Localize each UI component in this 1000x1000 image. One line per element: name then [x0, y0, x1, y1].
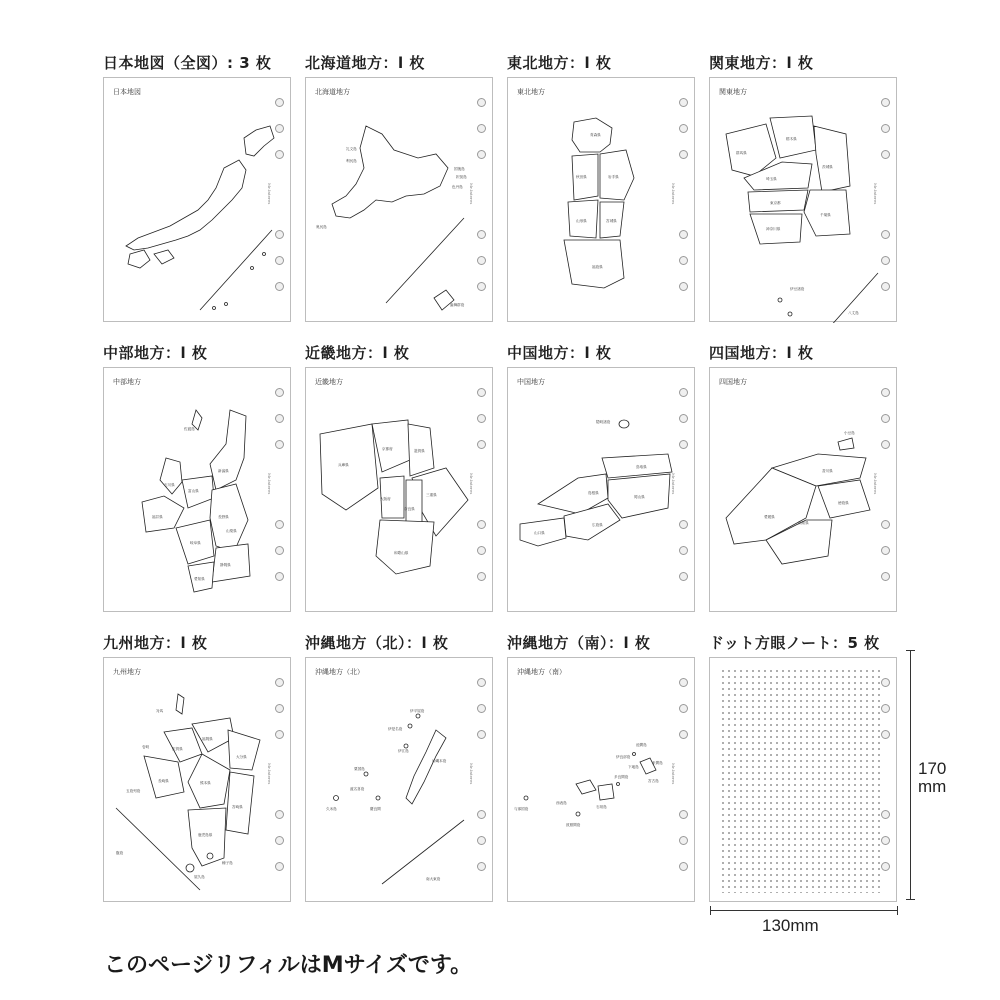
- label-saitama: 埼玉県: [766, 177, 777, 181]
- label-ie: 伊江島: [398, 749, 409, 753]
- label-okinawa-honto: 沖縄本島: [432, 759, 447, 763]
- label-yamanashi: 山梨県: [226, 529, 237, 533]
- label-tokushima: 徳島県: [838, 501, 849, 505]
- label-oita: 大分県: [236, 755, 247, 759]
- binder-holes: [881, 388, 891, 588]
- refill-page: [103, 367, 291, 612]
- cell-title: 日本地図（全図）: 3 枚: [103, 54, 272, 72]
- label-kumamoto: 熊本県: [200, 781, 211, 785]
- label-shizuoka: 静岡県: [220, 563, 231, 567]
- binder-holes: [679, 388, 689, 588]
- label-osaka: 大阪府: [380, 497, 391, 501]
- label-yonaguni: 与那国島: [514, 807, 529, 811]
- label-tottori: 鳥取県: [636, 465, 647, 469]
- cell-title: 中部地方：l 枚: [103, 344, 208, 362]
- binder-holes: [477, 678, 487, 878]
- label-nara: 奈良県: [404, 507, 415, 511]
- label-hateruma: 波照間島: [566, 823, 581, 827]
- label-habomai: 歯舞群島: [450, 303, 465, 307]
- label-hiroshima: 広島県: [592, 523, 603, 527]
- refill-page: [103, 657, 291, 902]
- brand-mark: Mr.Interes: [469, 183, 474, 205]
- kyushu-map: [104, 658, 292, 903]
- binder-holes: [275, 388, 285, 588]
- refill-page: [507, 367, 695, 612]
- brand-mark: Mr.Interes: [267, 183, 272, 205]
- label-shiga: 滋賀県: [414, 449, 425, 453]
- hokkaido-map: [306, 78, 494, 323]
- label-hachijo: 八丈島: [848, 311, 859, 315]
- japan-map: [104, 78, 292, 323]
- cell-title: 近畿地方：l 枚: [305, 344, 410, 362]
- refill-page: [507, 657, 695, 902]
- refill-page: [507, 77, 695, 322]
- label-izena: 伊是名島: [388, 727, 403, 731]
- label-toyama: 富山県: [188, 489, 199, 493]
- binder-holes: [275, 98, 285, 298]
- label-tochigi: 栃木県: [786, 137, 797, 141]
- label-shikotan: 色丹島: [452, 185, 463, 189]
- label-kagawa: 香川県: [822, 469, 833, 473]
- refill-page: [305, 367, 493, 612]
- label-sado: 佐渡島: [184, 427, 195, 431]
- cell-title: 四国地方：l 枚: [709, 344, 814, 362]
- brand-mark: Mr.Interes: [671, 183, 676, 205]
- height-dimension-marker: [906, 650, 916, 900]
- okinawa-north-map: [306, 658, 494, 903]
- label-fukui: 福井県: [152, 515, 163, 519]
- label-rebun: 礼文島: [346, 147, 357, 151]
- label-tanegashima: 種子島: [222, 861, 233, 865]
- label-ikema: 池間島: [636, 743, 647, 747]
- label-gunma: 群馬県: [736, 151, 747, 155]
- width-dimension-label: 130mm: [762, 916, 819, 935]
- page-label: 近畿地方: [315, 378, 343, 386]
- binder-holes: [881, 98, 891, 298]
- binder-holes: [679, 98, 689, 298]
- label-yakushima: 屋久島: [194, 875, 205, 879]
- chubu-map: [104, 368, 292, 613]
- label-goto: 五島列島: [126, 789, 141, 793]
- label-oki: 隠岐諸島: [596, 420, 611, 424]
- label-hyogo: 兵庫県: [338, 463, 349, 467]
- cell-title: 中国地方：l 枚: [507, 344, 612, 362]
- label-mie: 三重県: [426, 493, 437, 497]
- brand-mark: Mr.Interes: [267, 473, 272, 495]
- cell-title: 東北地方：l 枚: [507, 54, 612, 72]
- label-nagano: 長野県: [218, 515, 229, 519]
- page-label: 中国地方: [517, 378, 545, 386]
- cell-title: ドット方眼ノート：5 枚: [709, 634, 880, 652]
- label-gifu: 岐阜県: [190, 541, 201, 545]
- label-ishigaki: 石垣島: [596, 805, 607, 809]
- label-rishiri: 利尻島: [346, 159, 357, 163]
- label-miyako: 宮古島: [648, 779, 659, 783]
- label-izu: 伊豆諸島: [790, 287, 805, 291]
- label-minamidaito: 南大東島: [426, 877, 441, 881]
- label-okayama: 岡山県: [634, 495, 645, 499]
- label-kurima: 来間島: [652, 761, 663, 765]
- label-aichi: 愛知県: [194, 577, 205, 581]
- shikoku-map: [710, 368, 898, 613]
- binder-holes: [477, 388, 487, 588]
- refill-page: [709, 77, 897, 322]
- label-wakayama: 和歌山県: [394, 551, 409, 555]
- cell-title: 沖縄地方（南）：l 枚: [507, 634, 651, 652]
- binder-holes: [679, 678, 689, 878]
- page-label: 四国地方: [719, 378, 747, 386]
- label-kagoshima: 鹿児島県: [198, 833, 213, 837]
- page-label: 日本地図: [113, 88, 141, 96]
- binder-holes: [881, 678, 891, 878]
- cell-title: 北海道地方：l 枚: [305, 54, 425, 72]
- label-shimane: 島根県: [588, 491, 599, 495]
- label-fukushima: 福島県: [592, 265, 603, 269]
- label-akita: 秋田県: [576, 175, 587, 179]
- label-miyagi: 宮城県: [606, 219, 617, 223]
- page-label: 九州地方: [113, 668, 141, 676]
- cell-title: 沖縄地方（北）：l 枚: [305, 634, 449, 652]
- kanto-map: [710, 78, 898, 323]
- label-kochi: 高知県: [798, 521, 809, 525]
- cell-title: 関東地方：l 枚: [709, 54, 814, 72]
- label-ehime: 愛媛県: [764, 515, 775, 519]
- binder-holes: [275, 678, 285, 878]
- label-shodoshima: 小豆島: [844, 431, 855, 435]
- label-fukuoka: 福岡県: [202, 737, 213, 741]
- label-ishikawa: 石川県: [164, 483, 175, 487]
- label-aomori: 青森県: [590, 133, 601, 137]
- brand-mark: Mr.Interes: [469, 473, 474, 495]
- page-label: 沖縄地方（北）: [315, 668, 364, 676]
- height-dimension-label: 170 mm: [918, 759, 947, 796]
- cell-title: 九州地方：l 枚: [103, 634, 208, 652]
- label-niigata: 新潟県: [218, 469, 229, 473]
- label-irabu: 伊良部島: [616, 755, 631, 759]
- binder-holes: [477, 98, 487, 298]
- brand-mark: Mr.Interes: [873, 183, 878, 205]
- brand-mark: Mr.Interes: [671, 473, 676, 495]
- brand-mark: Mr.Interes: [873, 473, 878, 495]
- footer-caption: このページリフィルはMサイズです。: [104, 953, 473, 978]
- label-yamagata: 山形県: [576, 219, 587, 223]
- refill-page: [709, 657, 897, 902]
- label-aguni: 粟国島: [354, 767, 365, 771]
- label-iwate: 岩手県: [608, 175, 619, 179]
- label-okushiri: 奥尻島: [316, 225, 327, 229]
- label-nagasaki: 長崎県: [158, 779, 169, 783]
- label-shimoji: 下地島: [628, 765, 639, 769]
- label-iki: 壱岐: [142, 745, 150, 749]
- label-yamaguchi: 山口県: [534, 531, 545, 535]
- label-iheya: 伊平屋島: [410, 709, 425, 713]
- width-dimension-marker: [710, 906, 898, 916]
- label-tsushima: 対馬: [156, 709, 164, 713]
- refill-page: [305, 657, 493, 902]
- page-label: 中部地方: [113, 378, 141, 386]
- label-miyazaki: 宮崎県: [232, 805, 243, 809]
- brand-mark: Mr.Interes: [267, 763, 272, 785]
- page-label: 関東地方: [719, 88, 747, 96]
- label-etorofu: 択捉島: [456, 175, 467, 179]
- refill-page: [709, 367, 897, 612]
- label-kerama: 慶良間: [370, 807, 381, 811]
- label-kunashiri: 国後島: [454, 167, 465, 171]
- label-tonaki: 渡名喜島: [350, 787, 365, 791]
- label-kanagawa: 神奈川県: [766, 227, 781, 231]
- okinawa-south-map: [508, 658, 696, 903]
- refill-page: [305, 77, 493, 322]
- label-saga: 佐賀県: [172, 747, 183, 751]
- page-label: 北海道地方: [315, 88, 350, 96]
- label-kume: 久米島: [326, 807, 337, 811]
- refill-page: [103, 77, 291, 322]
- chugoku-map: [508, 368, 696, 613]
- brand-mark: Mr.Interes: [469, 763, 474, 785]
- label-chiba: 千葉県: [820, 213, 831, 217]
- label-iriomote: 西表島: [556, 801, 567, 805]
- label-kyoto: 京都府: [382, 447, 393, 451]
- kinki-map: [306, 368, 494, 613]
- dot-grid: [720, 668, 880, 893]
- label-tokyo: 東京都: [770, 201, 781, 205]
- page-label: 沖縄地方（南）: [517, 668, 566, 676]
- label-koshikijima: 甑島: [116, 851, 124, 855]
- tohoku-map: [508, 78, 696, 323]
- page-label: 東北地方: [517, 88, 545, 96]
- label-ibaraki: 茨城県: [822, 165, 833, 169]
- label-tarama: 多良間島: [614, 775, 629, 779]
- brand-mark: Mr.Interes: [671, 763, 676, 785]
